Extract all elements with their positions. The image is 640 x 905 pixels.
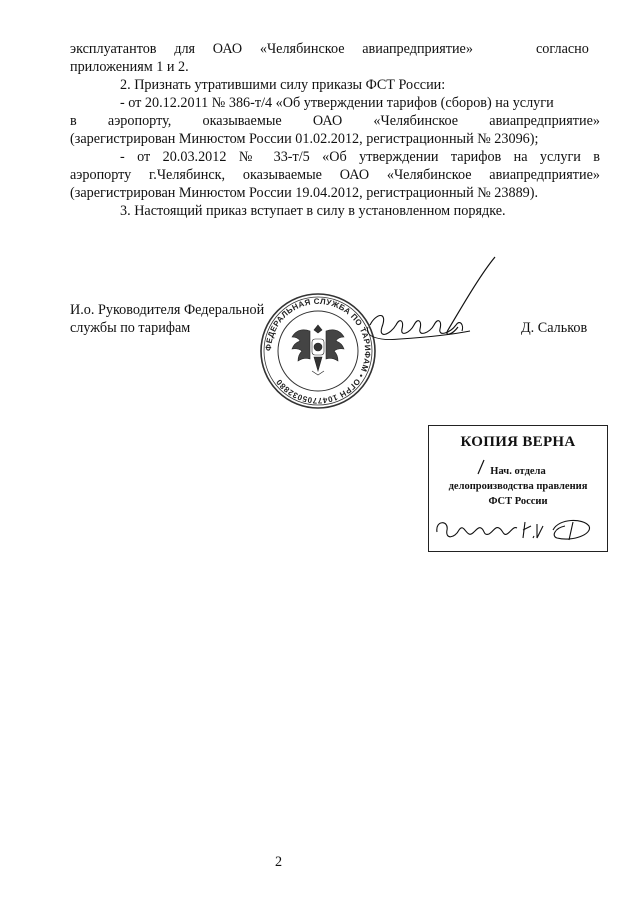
text-line-6: (зарегистрирован Минюстом России 01.02.2012, регистрационный № 23096);	[70, 131, 539, 147]
text-line-1-right: согласно	[536, 41, 589, 57]
copy-stamp-line3: ФСТ России	[488, 496, 548, 507]
text-line-5: в аэропорту, оказываемые ОАО «Челябинское авиапредприятие»	[70, 113, 600, 129]
copy-stamp-tick	[476, 458, 488, 476]
copy-stamp-title: КОПИЯ ВЕРНА	[460, 434, 576, 450]
eagle-emblem-icon	[292, 325, 344, 375]
copy-stamp-handwritten-signature	[433, 512, 603, 548]
text-line-2: приложениям 1 и 2.	[70, 59, 189, 75]
text-line-10: 3. Настоящий приказ вступает в силу в установленном порядке.	[120, 203, 506, 219]
signatory-position-line1: И.о. Руководителя Федеральной	[70, 302, 265, 318]
signatory-position-line2: службы по тарифам	[70, 320, 191, 336]
copy-stamp-line1: Нач. отдела	[490, 466, 546, 477]
text-line-7: - от 20.03.2012 № 33-т/5 «Об утверждении тарифов на услуги в	[120, 149, 600, 165]
page-number: 2	[275, 854, 283, 870]
handwritten-signature	[340, 255, 530, 365]
signatory-name: Д. Сальков	[521, 320, 588, 336]
copy-stamp-line2: делопроизводства правления	[448, 481, 588, 492]
copy-certification-stamp	[428, 425, 608, 552]
text-line-4: - от 20.12.2011 № 386-т/4 «Об утверждении тарифов (сборов) на услуги	[120, 95, 554, 111]
seal-ring-text: ФЕДЕРАЛЬНАЯ СЛУЖБА ПО ТАРИФАМ • ОГРН 1047705032880	[263, 296, 373, 406]
text-line-1	[70, 40, 473, 58]
text-line-8: аэропорту г.Челябинск, оказываемые ОАО «Челябинское авиапредприятие»	[70, 167, 600, 183]
text-line-9: (зарегистрирован Минюстом России 19.04.2012, регистрационный № 23889).	[70, 185, 539, 201]
text-line-3: 2. Признать утратившими силу приказы ФСТ России:	[120, 77, 446, 93]
text-line-1-left: эксплуатантов для ОАО «Челябинское авиапредприятие»	[70, 41, 473, 57]
